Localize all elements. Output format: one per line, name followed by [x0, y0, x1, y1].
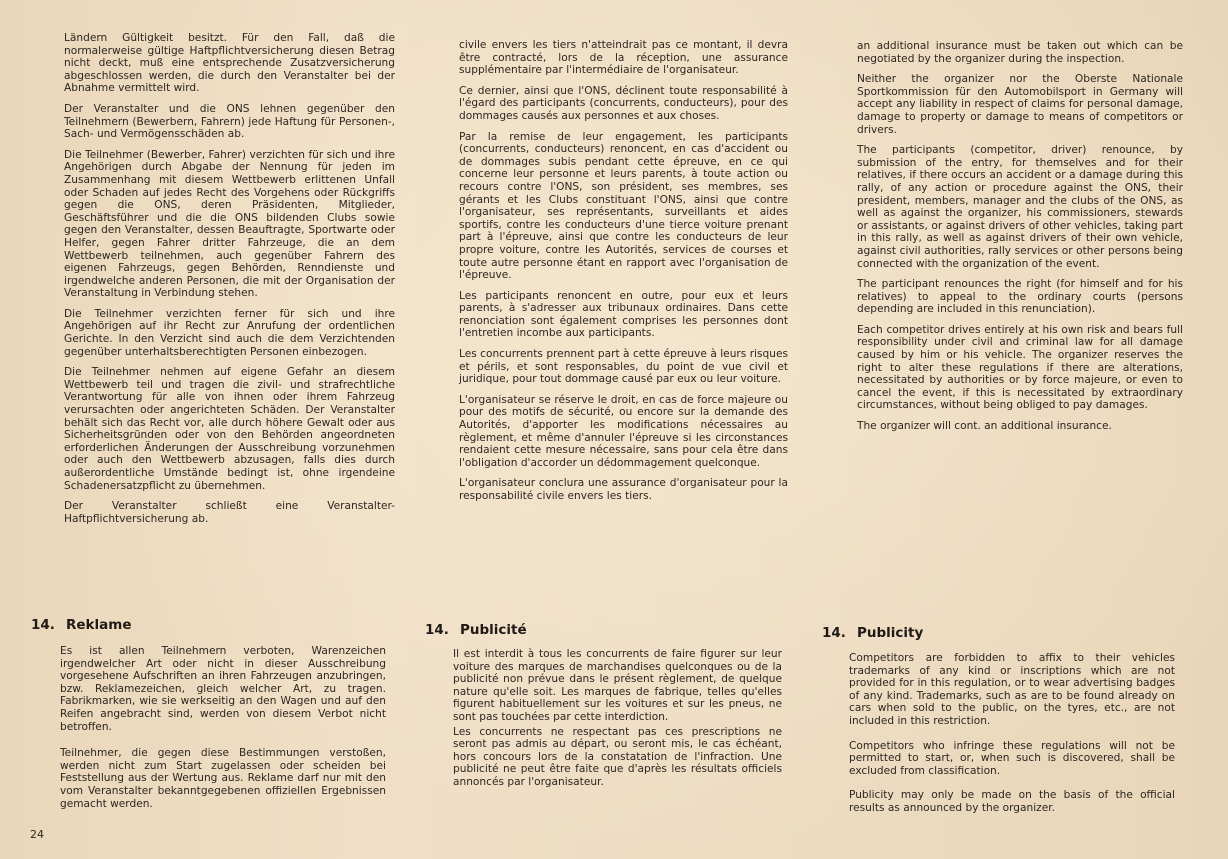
page-number: 24	[30, 828, 44, 841]
paragraph: Die Teilnehmer verzichten ferner für sich und ihre Angehörigen auf ihr Recht zur Anrufung der ordentlichen Gerichte. In den Verzicht sind auch die dem Verzichtenden gegenüber unterhaltsberechtigten Personen einbezogen.	[64, 307, 395, 358]
paragraph: Publicity may only be made on the basis of the official results as announced by the organizer.	[849, 789, 1175, 814]
paragraph: Il est interdit à tous les concurrents de faire figurer sur leur voiture des marques de marchandises quelconques ou de la publicité non prévue dans le présent règlement, de quelque nature qu'elle soit. Les marques de fabrique, telles qu'elles figurent habituellement sur les voitures et sur les pneus, ne sont pas touchées par cette interdiction.	[453, 648, 782, 723]
french-column	[459, 39, 788, 511]
section-number: 14.	[31, 617, 55, 633]
section-heading-publicite	[425, 622, 527, 638]
section-title: Reklame	[66, 617, 132, 633]
paragraph: Der Veranstalter und die ONS lehnen gegenüber den Teilnehmern (Bewerbern, Fahrern) jede Haftung für Personen-, Sach- und Vermögensschäden ab.	[64, 102, 395, 141]
paragraph: The participant renounces the right (for himself and for his relatives) to appeal to the ordinary courts (persons depending are included in this renunciation).	[857, 278, 1183, 316]
paragraph: Es ist allen Teilnehmern verboten, Warenzeichen irgendwelcher Art oder nicht in dieser Ausschreibung vorgesehene Aufschriften an ihren Fahrzeugen anzubringen, bzw. Reklamezeichen, gleich welcher Art, zu tragen. Fabrikmarken, wie sie werkseitig an den Wagen und auf den Reifen angebracht sind, werden von diesem Verbot nicht betroffen.	[60, 645, 386, 733]
paragraph: Ce dernier, ainsi que l'ONS, déclinent toute responsabilité à l'égard des participants (concurrents, conducteurs), pour des dommages causés aux personnes et aux choses.	[459, 84, 788, 122]
paragraph: Competitors who infringe these regulations will not be permitted to start, or, when such is discovered, shall be excluded from classification.	[849, 739, 1175, 777]
paragraph: Les concurrents ne respectant pas ces prescriptions ne seront pas admis au départ, ou seront mis, le cas échéant, hors concours lors de la constatation de l'infraction. Une publicité ne peut être faite que d'après les résultats officiels annoncés par l'organisateur.	[453, 725, 782, 788]
paragraph: L'organisateur se réserve le droit, en cas de force majeure ou pour des motifs de sécurité, ou encore sur la demande des Autorités, d'apporter les modifications nécessaires au règlement, et même d'annuler l'épreuve si les circonstances rendaient cette mesure nécessaire, sans pour cela être dans l'obligation d'accorder un dédommagement quelconque.	[459, 393, 788, 469]
paragraph: The organizer will cont. an additional insurance.	[857, 420, 1112, 433]
paragraph: Neither the organizer nor the Oberste Nationale Sportkommission für den Automobilsport in Germany will accept any liability in respect of claims for personal damage, damage to property or damage to means of competitors or drivers.	[857, 73, 1183, 136]
paragraph: Die Teilnehmer (Bewerber, Fahrer) verzichten für sich und ihre Angehörigen durch Abgabe der Nennung für jeden im Zusammenhang mit diesem Wettbewerb erlittenen Unfall oder Schaden auf jedes Recht des Vorgehens oder Rückgriffs gegen die ONS, deren Präsidenten, Mitglieder, Geschäftsführer und die die ONS bildenden Clubs sowie gegen den Veranstalter, dessen Beauftragte, Sportwarte oder Helfer, gegen Fahrer dritter Fahrzeuge, die an dem Wettbewerb teilnehmen, auch gegenüber Fahrern des eigenen Fahrzeugs, gegen Behörden, Renndienste und irgendwelche anderen Personen, die mit der Organisation der Veranstaltung in Verbindung stehen.	[64, 148, 395, 300]
paragraph: Les participants renoncent en outre, pour eux et leurs parents, à s'adresser aux tribunaux ordinaires. Dans cette renonciation sont également comprises les personnes dont l'entretien incombe aux participants.	[459, 289, 788, 340]
section-number: 14.	[425, 622, 449, 638]
paragraph: an additional insurance must be taken out which can be negotiated by the organizer during the inspection.	[857, 40, 1183, 65]
english-column	[857, 40, 1183, 441]
paragraph: Competitors are forbidden to affix to their vehicles trademarks of any kind or inscriptions which are not provided for in this regulation, or to wear advertising badges of any kind. Trademarks, such as are to be found already on cars when sold to the public, on the tyres, etc., are not included in this restriction.	[849, 652, 1175, 727]
paragraph: Les concurrents prennent part à cette épreuve à leurs risques et périls, et sont responsables, du point de vue civil et juridique, pour tout dommage causé par eux ou leur voiture.	[459, 348, 788, 386]
section-title: Publicity	[857, 625, 924, 641]
paragraph: Each competitor drives entirely at his own risk and bears full responsibility under civil and criminal law for all damage caused by him or his vehicle. The organizer reserves the right to alter these regulations if there are alterations, necessitated by authorities or by force majeure, or even to cancel the event, if this is necessitated by extraordinary circumstances, without being obliged to pay damages.	[857, 323, 1183, 412]
paragraph: L'organisateur conclura une assurance d'organisateur pour la responsabilité civile envers les tiers.	[459, 477, 788, 502]
section-publicity-body	[849, 652, 1175, 827]
section-heading-reklame	[31, 617, 132, 633]
paragraph: Ländern Gültigkeit besitzt. Für den Fall, daß die normalerweise gültige Haftpflichtversicherung diesen Betrag nicht deckt, muß eine entsprechende Zusatzversicherung abgeschlossen werden, die durch den Veranstalter bei der Abnahme vermittelt wird.	[64, 32, 395, 95]
paragraph: The participants (competitor, driver) renounce, by submission of the entry, for themselves and for their relatives, if there occurs an accident or a damage during this rally, of any action or procedure against the ONS, their president, members, manager and the clubs of the ONS, as well as against the organizer, his commissioners, stewards or assistants, or against drivers of other vehicles, taking part in this rally, as well as against drivers of their own vehicle, against civil authorities, rally services or other persons being connected with the organization of the event.	[857, 144, 1183, 270]
paragraph: Der Veranstalter schließt eine Veranstalter-Haftpflichtversicherung ab.	[64, 500, 395, 525]
german-column	[64, 32, 395, 533]
paragraph: civile envers les tiers n'atteindrait pas ce montant, il devra être contracté, lors de la réception, une assurance supplémentaire par l'intermédiaire de l'organisateur.	[459, 39, 788, 77]
section-reklame-body	[60, 645, 386, 824]
paragraph: Teilnehmer, die gegen diese Bestimmungen verstoßen, werden nicht zum Start zugelassen oder scheiden bei Feststellung aus der Wertung aus. Reklame darf nur mit den vom Veranstalter bekanntgegebenen offiziellen Ergebnissen gemacht werden.	[60, 747, 386, 810]
section-heading-publicity	[822, 625, 923, 641]
section-title: Publicité	[460, 622, 527, 638]
paragraph: Par la remise de leur engagement, les participants (concurrents, conducteurs) renoncent, en cas d'accident ou de dommages subis pendant cette épreuve, en ce qui concerne leur personne et leurs parents, à toute action ou recours contre l'ONS, son président, ses membres, ses gérants et les Clubs constituant l'ONS, ainsi que contre l'organisateur, ses représentants, surveillants et aides sportifs, contre les conducteurs d'une tierce voiture prenant part à l'épreuve, ainsi que contre les conducteurs de leur propre voiture, contre les Autorités, services de courses et toute autre personne étant en rapport avec l'organisation de l'épreuve.	[459, 130, 788, 282]
paragraph: Die Teilnehmer nehmen auf eigene Gefahr an diesem Wettbewerb teil und tragen die zivil- und strafrechtliche Verantwortung für alle von ihnen oder ihrem Fahrzeug verursachten oder angerichteten Schäden. Der Veranstalter behält sich das Recht vor, alle durch höhere Gewalt oder aus Sicherheitsgründen oder von den Behörden angeordneten erforderlichen Änderungen der Ausschreibung vorzunehmen oder auch den Wettbewerb abzusagen, falls dies durch außerordentliche Umstände bedingt ist, ohne irgendeine Schadenersatzpflicht zu übernehmen.	[64, 366, 395, 492]
section-publicite-body	[453, 648, 782, 791]
section-number: 14.	[822, 625, 846, 641]
